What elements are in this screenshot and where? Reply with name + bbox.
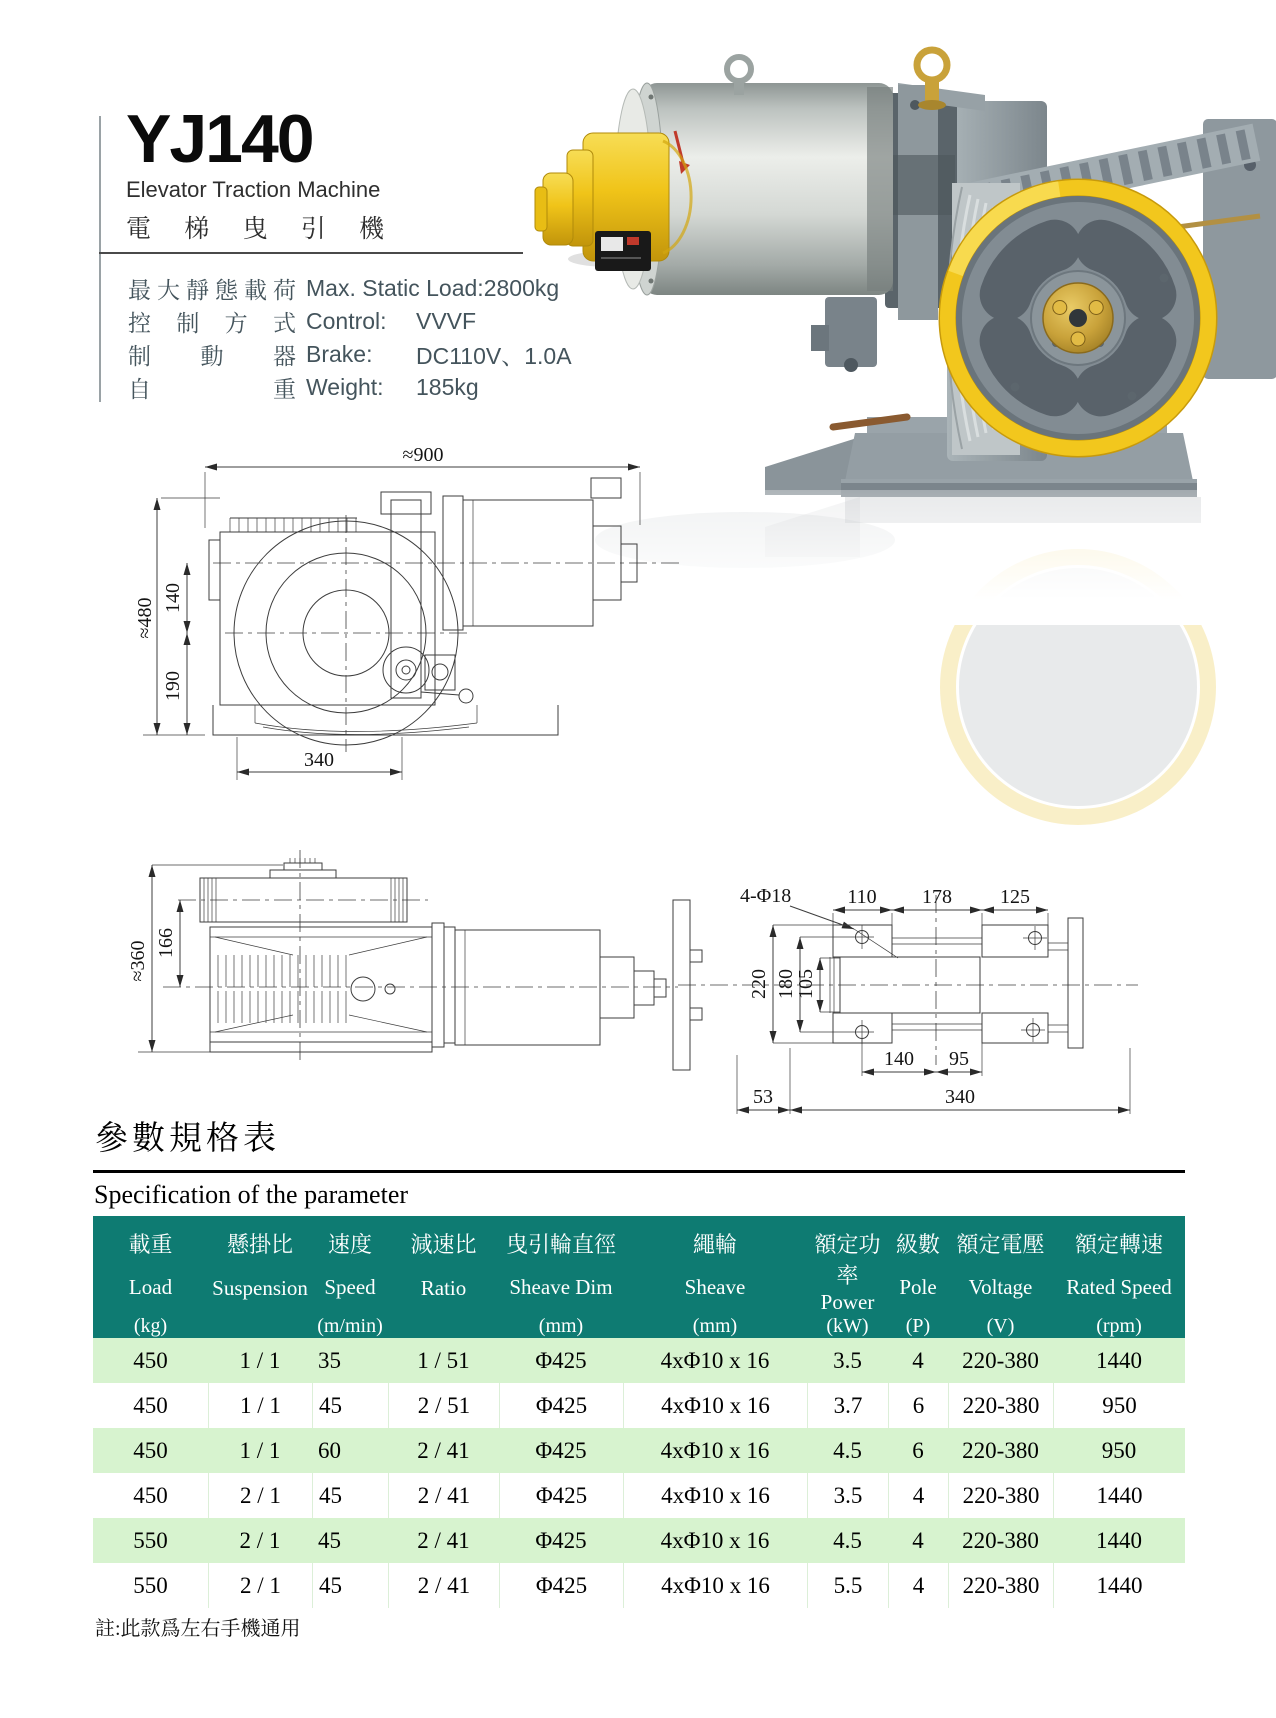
- spec-row-control: [128, 305, 572, 338]
- footnote: 註:此款爲左右手機通用: [95, 1618, 301, 1640]
- page-title: YJ140: [126, 101, 313, 177]
- spec-table: [93, 1216, 1185, 1608]
- spec-label-zh: 制動器: [128, 343, 296, 369]
- dim-label: ≈360: [127, 940, 149, 982]
- dim-label: 178: [922, 886, 952, 908]
- table-row: 450 1 / 1 45 2 / 51 Φ425 4xΦ10 x 16 3.7 6 220-380 950: [93, 1383, 1185, 1428]
- dim-label: 340: [304, 749, 334, 771]
- col-header-rated-speed: 額定轉速 Rated Speed (rpm): [1066, 1232, 1172, 1337]
- top-view-drawing: [118, 775, 693, 1075]
- table-row: 450 2 / 1 45 2 / 41 Φ425 4xΦ10 x 16 3.5 4 220-380 1440: [93, 1473, 1185, 1518]
- spec-list: [128, 272, 572, 404]
- table-row: 450 1 / 1 60 2 / 41 Φ425 4xΦ10 x 16 4.5 6 220-380 950: [93, 1428, 1185, 1473]
- spec-label-en: Weight:: [306, 374, 384, 400]
- spec-label-zh: 控制方式: [128, 310, 296, 336]
- dim-col-left: [748, 925, 850, 1043]
- spec-label-zh: 自重: [128, 376, 296, 402]
- spec-label-en: Max. Static Load:: [306, 275, 484, 301]
- dim-height-360: [127, 865, 283, 1052]
- table-title-en: Specification of the parameter: [94, 1180, 409, 1209]
- encoder-cap: [535, 133, 691, 271]
- wheel-hub: [1031, 271, 1125, 365]
- col-header-power: 額定功率 Power (kW): [814, 1232, 881, 1337]
- spec-value: DC110V、1.0A: [416, 343, 572, 369]
- col-header-speed: 速度 Speed (m/min): [317, 1232, 383, 1337]
- dim-label: ≈480: [134, 597, 156, 639]
- spec-row-weight: [128, 371, 572, 404]
- title-divider: [99, 252, 523, 254]
- dim-width-900: [205, 444, 640, 528]
- dim-row-bottom2: [737, 1048, 1130, 1114]
- dim-190: [162, 633, 191, 735]
- dim-label: 4-Φ18: [740, 885, 792, 907]
- dim-label: 125: [1000, 886, 1030, 908]
- dim-label: ≈900: [402, 444, 444, 466]
- table-row: 550 2 / 1 45 2 / 41 Φ425 4xΦ10 x 16 4.5 4 220-380 1440: [93, 1518, 1185, 1563]
- dim-label: 190: [162, 671, 184, 701]
- spec-label-en: Control:: [306, 308, 387, 334]
- machine-outline: [209, 478, 683, 752]
- dim-label: 180: [775, 969, 797, 999]
- table-row: 550 2 / 1 45 2 / 41 Φ425 4xΦ10 x 16 5.5 4 220-380 1440: [93, 1563, 1185, 1608]
- dim-label: 340: [945, 1086, 975, 1108]
- col-header-voltage: 額定電壓 Voltage (V): [956, 1232, 1045, 1337]
- col-header-sheave-dim: 曳引輪直徑 Sheave Dim (mm): [505, 1232, 616, 1337]
- table-row: 450 1 / 1 35 1 / 51 Φ425 4xΦ10 x 16 3.5 4 220-380 1440: [93, 1338, 1185, 1383]
- spec-value: VVVF: [416, 308, 477, 334]
- col-header-ratio: 減速比 Ratio: [410, 1232, 477, 1300]
- dim-label: 53: [753, 1086, 773, 1108]
- dim-140: [162, 563, 191, 633]
- dim-label: 220: [748, 969, 770, 999]
- table-title-zh: 參數規格表: [95, 1121, 280, 1157]
- col-header-pole: 級數 Pole (P): [895, 1232, 940, 1337]
- machine-outline: [163, 850, 678, 1065]
- footprint-drawing: [668, 780, 1195, 1125]
- table-rule: [93, 1170, 1185, 1173]
- table-header: [93, 1216, 1185, 1338]
- col-header-sheave: 繩輪 Sheave (mm): [684, 1232, 746, 1337]
- dim-label: 140: [884, 1048, 914, 1070]
- dim-row-top: [833, 886, 1048, 925]
- dim-166: [155, 900, 184, 987]
- dim-label: 105: [795, 969, 817, 999]
- col-header-suspension: 懸掛比 Suspension: [212, 1232, 308, 1300]
- front-view-drawing: [125, 440, 705, 785]
- title-block: [126, 101, 384, 245]
- footprint-outline: [673, 895, 1138, 1070]
- spec-label-en: Brake:: [306, 341, 373, 367]
- spec-value: 2800kg: [483, 275, 560, 301]
- subtitle-en: Elevator Traction Machine: [126, 177, 381, 203]
- dim-label: 140: [162, 583, 184, 613]
- dim-340: [237, 737, 402, 780]
- left-vertical-rule: [99, 116, 101, 402]
- subtitle-zh: 電梯曳引機: [126, 215, 384, 244]
- spec-row-brake: [128, 338, 572, 371]
- spec-value: 185kg: [416, 374, 479, 400]
- dim-label: 110: [847, 886, 877, 908]
- dim-row-bottom1: [862, 1038, 982, 1076]
- mounting-holes: [850, 925, 1047, 1044]
- col-header-load: 載重 Load (kg): [128, 1232, 173, 1337]
- spec-row-max-load: [128, 272, 572, 305]
- spec-label-zh: 最大靜態載荷: [128, 277, 296, 303]
- dim-label: 95: [949, 1048, 969, 1070]
- dim-label: 166: [155, 928, 177, 958]
